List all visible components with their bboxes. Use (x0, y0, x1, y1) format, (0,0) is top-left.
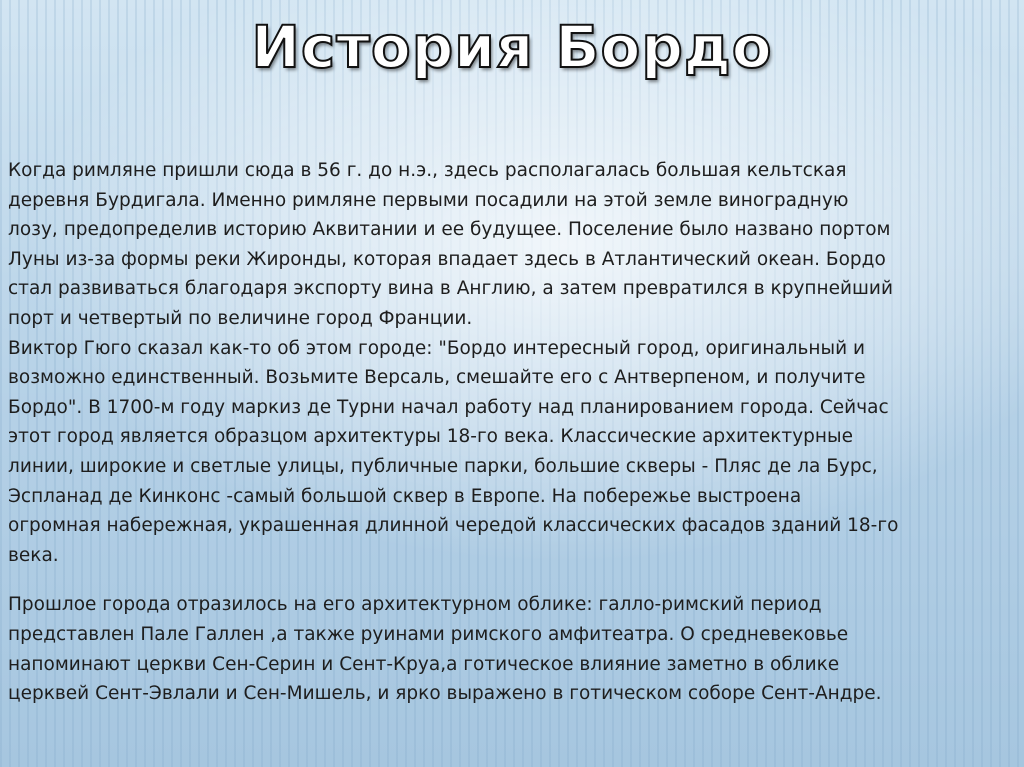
text-line: линии, широкие и светлые улицы, публичные парки, большие скверы - Пляс де ла Бурс, (8, 455, 878, 477)
text-line: века. (8, 544, 59, 566)
text-line: Бордо". В 1700-м году маркиз де Турни начал работу над планированием города. Сейчас (8, 396, 889, 418)
text-line: возможно единственный. Возьмите Версаль, смешайте его с Антверпеном, и получите (8, 367, 866, 389)
slide-body (8, 156, 1016, 709)
text-line: порт и четвертый по величине город Франции. (8, 307, 473, 329)
text-line: Виктор Гюго сказал как-то об этом городе: "Бордо интересный город, оригинальный и (8, 337, 866, 359)
text-line: церквей Сент-Эвлали и Сен-Мишель, и ярко выражено в готическом соборе Сент-Андре. (8, 683, 882, 705)
slide-title: История Бордо (251, 13, 773, 81)
text-line: Эспланад де Кинконс -самый большой сквер в Европе. На побережье выстроена (8, 485, 802, 507)
text-line: этот город является образцом архитектуры 18-го века. Классические архитектурные (8, 426, 853, 448)
paragraph-romans (8, 156, 1016, 334)
text-line: стал развиваться благодаря экспорту вина в Англию, а затем превратился в крупнейший (8, 278, 893, 300)
paragraph-architecture (8, 590, 1016, 708)
text-line: Когда римляне пришли сюда в 56 г. до н.э., здесь располагалась большая кельтская (8, 160, 847, 181)
text-line: Прошлое города отразилось на его архитектурном облике: галло-римский период (8, 594, 822, 616)
text-line: лозу, предопределив историю Аквитании и ее будущее. Поселение было названо портом (8, 219, 891, 241)
text-line: представлен Пале Галлен ,а также руинами римского амфитеатра. О средневековье (8, 623, 849, 645)
text-line: Луны из-за формы реки Жиронды, которая впадает здесь в Атлантический океан. Бордо (8, 248, 886, 270)
text-line: напоминают церкви Сен-Серин и Сент-Круа,а готическое влияние заметно в облике (8, 653, 840, 675)
text-line: деревня Бурдигала. Именно римляне первыми посадили на этой земле виноградную (8, 189, 849, 211)
paragraph-hugo (8, 334, 1016, 571)
text-line: огромная набережная, украшенная длинной чередой классических фасадов зданий 18-го (8, 515, 899, 537)
